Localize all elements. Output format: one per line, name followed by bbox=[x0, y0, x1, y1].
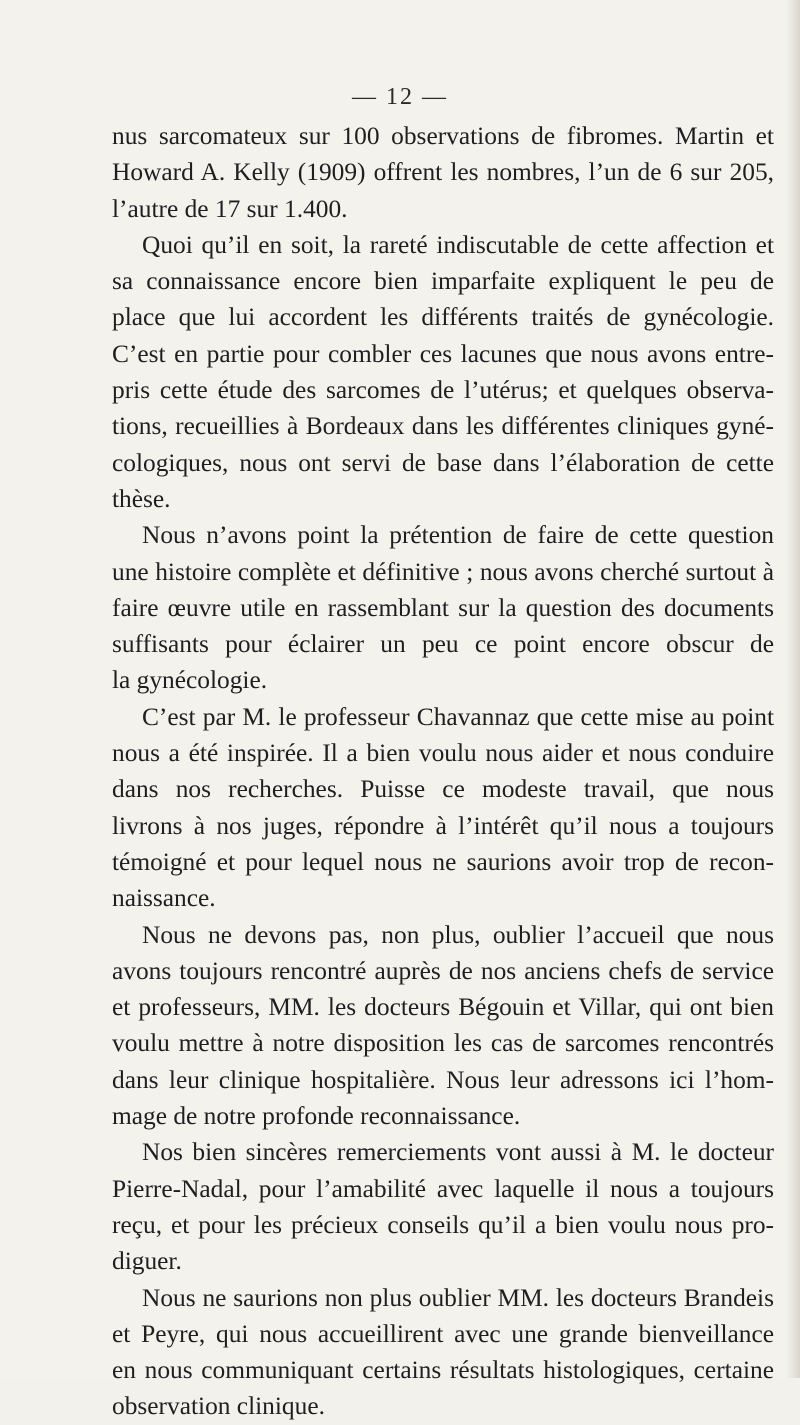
text-line: Pierre-Nadal, pour l’amabilité avec laquelle il nous a toujours bbox=[112, 1174, 774, 1203]
text-line: Howard A. Kelly (1909) offrent les nombres, l’un de 6 sur 205, bbox=[112, 158, 774, 187]
text-line: l’autre de 17 sur 1.400. bbox=[112, 194, 348, 223]
text-line: voulu mettre à notre disposition les cas de sarcomes rencontrés bbox=[112, 1029, 774, 1058]
text-line: la gynécologie. bbox=[112, 666, 268, 695]
text-line: en nous communiquant certains résultats histologiques, certaine bbox=[112, 1356, 774, 1385]
text-line: et professeurs, MM. les docteurs Bégouin et Villar, qui ont bien bbox=[112, 993, 774, 1022]
text-line: cologiques, nous ont servi de base dans l’élaboration de cette bbox=[112, 448, 774, 477]
text-line: une histoire complète et définitive ; nous avons cherché surtout à bbox=[112, 557, 774, 586]
text-line: Nos bien sincères remerciements vont aussi à M. le docteur bbox=[142, 1138, 774, 1167]
text-line: mage de notre profonde reconnaissance. bbox=[112, 1102, 521, 1131]
text-line: tions, recueillies à Bordeaux dans les différentes cliniques gyné- bbox=[112, 412, 774, 441]
text-line: dans nos recherches. Puisse ce modeste travail, que nous bbox=[112, 775, 774, 804]
text-line: pris cette étude des sarcomes de l’utérus; et quelques observa- bbox=[112, 376, 774, 405]
text-line: livrons à nos juges, répondre à l’intérêt qu’il nous a toujours bbox=[112, 811, 774, 840]
text-line: suffisants pour éclairer un peu ce point encore obscur de bbox=[112, 630, 774, 659]
text-line: thèse. bbox=[112, 484, 171, 513]
body-text bbox=[112, 118, 774, 1425]
text-line: naissance. bbox=[112, 884, 216, 913]
text-line: nous a été inspirée. Il a bien voulu nous aider et nous conduire bbox=[112, 739, 774, 768]
text-line: Nous n’avons point la prétention de faire de cette question bbox=[142, 521, 774, 550]
text-line: et Peyre, qui nous accueillirent avec une grande bienveillance bbox=[112, 1319, 774, 1348]
text-line: C’est par M. le professeur Chavannaz que cette mise au point bbox=[142, 702, 774, 731]
page-number: — 12 — bbox=[352, 84, 448, 110]
text-line: avons toujours rencontré auprès de nos anciens chefs de service bbox=[112, 956, 774, 985]
text-line: dans leur clinique hospitalière. Nous leur adressons ici l’hom- bbox=[112, 1065, 774, 1094]
text-line: faire œuvre utile en rassemblant sur la question des documents bbox=[112, 593, 774, 622]
text-line: sa connaissance encore bien imparfaite expliquent le peu de bbox=[112, 267, 774, 296]
text-line: reçu, et pour les précieux conseils qu’il a bien voulu nous pro- bbox=[112, 1210, 774, 1239]
text-line: témoigné et pour lequel nous ne saurions avoir trop de recon- bbox=[112, 847, 774, 876]
text-line: Nous ne saurions non plus oublier MM. les docteurs Brandeis bbox=[142, 1283, 774, 1312]
text-line: diguer. bbox=[112, 1247, 182, 1276]
page-edge-shadow bbox=[786, 0, 800, 1378]
text-line: C’est en partie pour combler ces lacunes que nous avons entre- bbox=[112, 339, 774, 368]
text-line: observation clinique. bbox=[112, 1392, 325, 1421]
text-line: place que lui accordent les différents traités de gynécologie. bbox=[112, 303, 774, 332]
text-line: nus sarcomateux sur 100 observations de fibromes. Martin et bbox=[112, 122, 774, 150]
text-line: Quoi qu’il en soit, la rareté indiscutable de cette affection et bbox=[142, 230, 774, 259]
text-line: Nous ne devons pas, non plus, oublier l’accueil que nous bbox=[142, 920, 774, 949]
